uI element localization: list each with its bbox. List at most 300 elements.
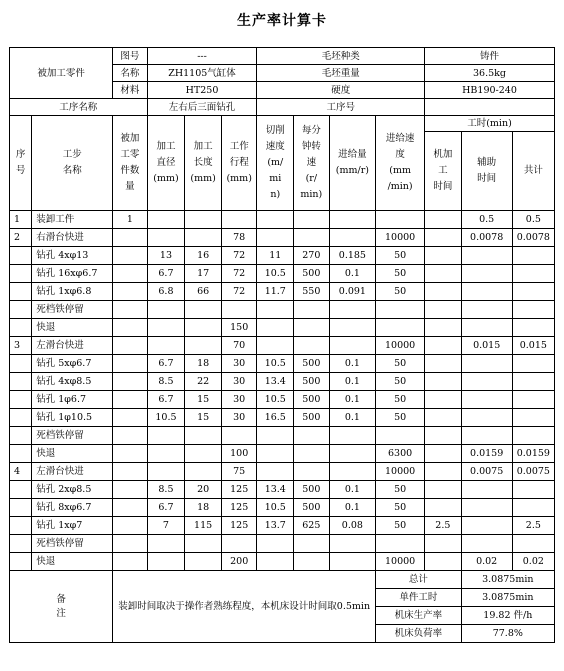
cell-diameter: [147, 301, 185, 319]
cell-feed: [329, 301, 376, 319]
cell-diameter: [147, 445, 185, 463]
cell-feed: 0.1: [329, 373, 376, 391]
header-line: 速: [306, 157, 317, 168]
header-line: mi: [269, 173, 282, 184]
header-line: 工: [438, 165, 448, 176]
table-row: [10, 247, 555, 265]
col-count-header: [113, 116, 147, 211]
cell-spindle-speed: 625: [294, 517, 330, 535]
cell-seq: [10, 247, 32, 265]
cell-total: [512, 427, 554, 445]
header-line: 时间: [477, 173, 497, 184]
cell-step: 装卸工件: [32, 211, 113, 229]
table-row: [10, 517, 555, 535]
cell-step: 钻孔 1xφ6.8: [32, 283, 113, 301]
cell-count: 1: [113, 211, 147, 229]
cell-length: 115: [185, 517, 222, 535]
cell-spindle-speed: [294, 211, 330, 229]
cell-feed: [329, 445, 376, 463]
header-line: 每分: [301, 125, 321, 136]
part-label: 被加工零件: [10, 48, 113, 99]
col-cut-speed-header: [257, 116, 294, 211]
cell-length: 16: [185, 247, 222, 265]
cell-cut-speed: 13.4: [257, 481, 294, 499]
cell-diameter: 10.5: [147, 409, 185, 427]
col-aux-time-header: [461, 132, 512, 211]
cell-step: 钻孔 1φ10.5: [32, 409, 113, 427]
cell-count: [113, 481, 147, 499]
header-line: 进给量: [338, 149, 367, 160]
cell-cut-speed: [257, 211, 294, 229]
cell-machine-time: [425, 229, 462, 247]
cell-seq: [10, 355, 32, 373]
table-row: [10, 373, 555, 391]
cell-spindle-speed: 270: [294, 247, 330, 265]
cell-aux-time: [461, 535, 512, 553]
cell-cut-speed: 11: [257, 247, 294, 265]
cell-total: [512, 355, 554, 373]
cell-stroke: [221, 211, 257, 229]
cell-step: 钻孔 1φ6.7: [32, 391, 113, 409]
cell-machine-time: [425, 355, 462, 373]
cell-aux-time: [461, 319, 512, 337]
cell-feed: 0.1: [329, 481, 376, 499]
table-row: [10, 229, 555, 247]
header-line: 加工: [156, 141, 176, 152]
cell-total: [512, 319, 554, 337]
cell-total: 0.02: [512, 553, 554, 571]
cell-count: [113, 391, 147, 409]
cell-feed-speed: 10000: [376, 337, 425, 355]
cell-step: 钻孔 2xφ8.5: [32, 481, 113, 499]
table-row: [10, 355, 555, 373]
cell-total: [512, 481, 554, 499]
cell-machine-time: [425, 481, 462, 499]
table-row: [10, 283, 555, 301]
material-value: HT250: [147, 82, 257, 99]
cell-count: [113, 247, 147, 265]
blank-weight-value: 36.5kg: [425, 65, 555, 82]
cell-machine-time: [425, 553, 462, 571]
table-row: [10, 409, 555, 427]
cell-length: [185, 211, 222, 229]
remarks-text: 装卸时间取决于操作者熟练程度，本机床设计时间取0.5min: [113, 571, 376, 643]
cell-spindle-speed: 500: [294, 373, 330, 391]
cell-total: [512, 391, 554, 409]
summary-value: 19.82 件/h: [461, 607, 554, 625]
table-row: [10, 301, 555, 319]
header-row-process: [10, 99, 555, 116]
cell-count: [113, 373, 147, 391]
header-line: 量: [125, 181, 135, 192]
cell-spindle-speed: [294, 553, 330, 571]
cell-count: [113, 283, 147, 301]
col-spindle-speed-header: [294, 116, 330, 211]
cell-cut-speed: [257, 229, 294, 247]
cell-diameter: 6.7: [147, 265, 185, 283]
cell-cut-speed: [257, 337, 294, 355]
cell-stroke: 150: [221, 319, 257, 337]
cell-machine-time: [425, 337, 462, 355]
cell-feed-speed: [376, 211, 425, 229]
cell-diameter: 6.7: [147, 391, 185, 409]
cell-cut-speed: 10.5: [257, 355, 294, 373]
cell-aux-time: 0.015: [461, 337, 512, 355]
summary-row: [10, 571, 555, 589]
cell-machine-time: [425, 211, 462, 229]
cell-seq: [10, 535, 32, 553]
header-line: /min): [387, 181, 413, 192]
header-line: 辅助: [477, 157, 497, 168]
cell-feed: [329, 229, 376, 247]
cell-machine-time: [425, 265, 462, 283]
cell-stroke: [221, 535, 257, 553]
cell-total: 0.5: [512, 211, 554, 229]
blank-type-label: 毛坯种类: [257, 48, 425, 65]
header-line: (m/: [267, 157, 284, 168]
process-name-label: 工序名称: [10, 99, 148, 116]
cell-feed-speed: 50: [376, 499, 425, 517]
cell-seq: 2: [10, 229, 32, 247]
cell-aux-time: [461, 265, 512, 283]
summary-label: 机床负荷率: [376, 625, 461, 643]
cell-cut-speed: [257, 445, 294, 463]
summary-value: 77.8%: [461, 625, 554, 643]
header-line: (mm): [153, 173, 179, 184]
cell-seq: 3: [10, 337, 32, 355]
cell-spindle-speed: 500: [294, 265, 330, 283]
cell-count: [113, 265, 147, 283]
cell-length: 66: [185, 283, 222, 301]
cell-count: [113, 445, 147, 463]
cell-count: [113, 553, 147, 571]
cell-step: 死档铁停留: [32, 427, 113, 445]
cell-aux-time: [461, 301, 512, 319]
cell-spindle-speed: 500: [294, 499, 330, 517]
process-no-label: 工序号: [257, 99, 425, 116]
cell-stroke: 72: [221, 247, 257, 265]
cell-count: [113, 409, 147, 427]
cell-feed-speed: 6300: [376, 445, 425, 463]
cell-count: [113, 517, 147, 535]
cell-step: 钻孔 8xφ6.7: [32, 499, 113, 517]
cell-diameter: 6.8: [147, 283, 185, 301]
cell-total: 0.0078: [512, 229, 554, 247]
cell-feed: [329, 427, 376, 445]
summary-label: 总计: [376, 571, 461, 589]
cell-count: [113, 337, 147, 355]
cell-stroke: 75: [221, 463, 257, 481]
process-no-value: [425, 99, 555, 116]
cell-diameter: 8.5: [147, 481, 185, 499]
header-line: 切削: [265, 125, 285, 136]
cell-feed: [329, 535, 376, 553]
cell-stroke: 30: [221, 409, 257, 427]
hardness-label: 硬度: [257, 82, 425, 99]
cell-feed: 0.185: [329, 247, 376, 265]
cell-machine-time: 2.5: [425, 517, 462, 535]
cell-machine-time: [425, 247, 462, 265]
col-step-header: [32, 116, 113, 211]
cell-total: 0.0159: [512, 445, 554, 463]
material-label: 材料: [113, 82, 147, 99]
cell-machine-time: [425, 391, 462, 409]
table-row: [10, 391, 555, 409]
cell-spindle-speed: [294, 301, 330, 319]
header-line: 被加: [120, 133, 140, 144]
cell-feed-speed: 50: [376, 481, 425, 499]
cell-feed-speed: 50: [376, 391, 425, 409]
header-line: 时间: [433, 181, 453, 192]
cell-aux-time: [461, 283, 512, 301]
header-line: (mm/r): [335, 165, 369, 176]
cell-machine-time: [425, 535, 462, 553]
cell-diameter: 6.7: [147, 355, 185, 373]
cell-machine-time: [425, 427, 462, 445]
cell-step: 钻孔 1xφ7: [32, 517, 113, 535]
cell-length: 20: [185, 481, 222, 499]
col-time-group-header: 工时(min): [425, 116, 555, 132]
cell-step: 快退: [32, 319, 113, 337]
cell-total: [512, 535, 554, 553]
cell-length: 15: [185, 409, 222, 427]
cell-aux-time: [461, 499, 512, 517]
table-row: [10, 535, 555, 553]
cell-step: 钻孔 16xφ6.7: [32, 265, 113, 283]
cell-aux-time: [461, 391, 512, 409]
cell-feed-speed: 50: [376, 247, 425, 265]
cell-step: 快退: [32, 445, 113, 463]
header-line: (mm): [190, 173, 216, 184]
name-label: 名称: [113, 65, 147, 82]
name-value: ZH1105气缸体: [147, 65, 257, 82]
cell-seq: [10, 481, 32, 499]
cell-seq: [10, 373, 32, 391]
cell-machine-time: [425, 301, 462, 319]
remarks-label: [10, 571, 113, 643]
cell-spindle-speed: [294, 319, 330, 337]
cell-length: [185, 463, 222, 481]
cell-feed: 0.1: [329, 265, 376, 283]
table-row: [10, 463, 555, 481]
cell-aux-time: [461, 373, 512, 391]
cell-aux-time: [461, 427, 512, 445]
cell-stroke: 200: [221, 553, 257, 571]
cell-machine-time: [425, 319, 462, 337]
cell-aux-time: [461, 355, 512, 373]
cell-step: 快退: [32, 553, 113, 571]
cell-seq: [10, 265, 32, 283]
cell-feed: [329, 211, 376, 229]
cell-aux-time: [461, 247, 512, 265]
cell-count: [113, 355, 147, 373]
cell-diameter: [147, 463, 185, 481]
cell-spindle-speed: [294, 337, 330, 355]
cell-count: [113, 427, 147, 445]
cell-total: [512, 373, 554, 391]
col-stroke-header: [221, 116, 257, 211]
cell-feed: 0.091: [329, 283, 376, 301]
cell-seq: [10, 499, 32, 517]
cell-feed: 0.1: [329, 499, 376, 517]
cell-count: [113, 499, 147, 517]
cell-machine-time: [425, 373, 462, 391]
cell-cut-speed: 10.5: [257, 499, 294, 517]
cell-stroke: 72: [221, 265, 257, 283]
cell-spindle-speed: 500: [294, 355, 330, 373]
cell-aux-time: 0.0075: [461, 463, 512, 481]
header-line: (mm): [226, 173, 252, 184]
cell-length: [185, 229, 222, 247]
cell-total: [512, 283, 554, 301]
cell-cut-speed: [257, 553, 294, 571]
cell-seq: 4: [10, 463, 32, 481]
cell-feed-speed: 10000: [376, 463, 425, 481]
cell-aux-time: 0.0078: [461, 229, 512, 247]
cell-machine-time: [425, 409, 462, 427]
table-row: [10, 211, 555, 229]
cell-diameter: [147, 337, 185, 355]
header-line: 机加: [433, 149, 453, 160]
header-line: 加工: [193, 141, 213, 152]
header-line: 工零: [120, 149, 140, 160]
cell-cut-speed: 16.5: [257, 409, 294, 427]
cell-stroke: 70: [221, 337, 257, 355]
cell-seq: [10, 553, 32, 571]
cell-stroke: 125: [221, 481, 257, 499]
cell-step: 钻孔 4xφ13: [32, 247, 113, 265]
header-row-drawing: [10, 48, 555, 65]
cell-cut-speed: [257, 535, 294, 553]
summary-label: 机床生产率: [376, 607, 461, 625]
cell-length: 17: [185, 265, 222, 283]
cell-seq: [10, 301, 32, 319]
cell-stroke: [221, 301, 257, 319]
cell-feed: 0.1: [329, 355, 376, 373]
cell-diameter: 8.5: [147, 373, 185, 391]
cell-cut-speed: 10.5: [257, 265, 294, 283]
cell-cut-speed: 13.4: [257, 373, 294, 391]
cell-cut-speed: [257, 427, 294, 445]
cell-diameter: [147, 535, 185, 553]
cell-cut-speed: [257, 301, 294, 319]
cell-cut-speed: [257, 319, 294, 337]
header-line: 速度: [265, 141, 285, 152]
cell-step: 右滑台快进: [32, 229, 113, 247]
cell-feed: [329, 553, 376, 571]
cell-total: [512, 499, 554, 517]
cell-cut-speed: 11.7: [257, 283, 294, 301]
cell-stroke: 30: [221, 373, 257, 391]
cell-spindle-speed: [294, 445, 330, 463]
cell-count: [113, 301, 147, 319]
header-line: 备: [56, 593, 66, 605]
cell-seq: [10, 517, 32, 535]
cell-length: 18: [185, 499, 222, 517]
header-line: 直径: [156, 157, 176, 168]
header-line: (r/: [305, 173, 318, 184]
cell-step: 死档铁停留: [32, 301, 113, 319]
header-line: 度: [395, 149, 405, 160]
table-row: [10, 481, 555, 499]
col-length-header: [185, 116, 222, 211]
cell-count: [113, 463, 147, 481]
cell-count: [113, 535, 147, 553]
cell-step: 钻孔 5xφ6.7: [32, 355, 113, 373]
cell-seq: [10, 319, 32, 337]
cell-diameter: [147, 211, 185, 229]
cell-feed: [329, 337, 376, 355]
cell-aux-time: [461, 481, 512, 499]
drawing-no-value: ---: [147, 48, 257, 65]
cell-stroke: 72: [221, 283, 257, 301]
cell-feed: 0.1: [329, 409, 376, 427]
cell-count: [113, 229, 147, 247]
table-row: [10, 499, 555, 517]
table-row: [10, 445, 555, 463]
page-title: 生产率计算卡: [237, 13, 327, 29]
cell-count: [113, 319, 147, 337]
cell-aux-time: [461, 409, 512, 427]
cell-aux-time: 0.02: [461, 553, 512, 571]
cell-seq: [10, 409, 32, 427]
cell-stroke: 30: [221, 355, 257, 373]
cell-total: [512, 301, 554, 319]
cell-total: 0.015: [512, 337, 554, 355]
header-line: 共计: [523, 165, 543, 176]
cell-diameter: [147, 427, 185, 445]
cell-spindle-speed: 550: [294, 283, 330, 301]
cell-spindle-speed: 500: [294, 391, 330, 409]
header-line: (mm: [389, 165, 411, 176]
cell-length: [185, 553, 222, 571]
header-line: 件数: [120, 165, 140, 176]
cell-seq: 1: [10, 211, 32, 229]
cell-machine-time: [425, 463, 462, 481]
cell-total: 0.0075: [512, 463, 554, 481]
blank-weight-label: 毛坯重量: [257, 65, 425, 82]
cell-diameter: 7: [147, 517, 185, 535]
column-header-row-1: [10, 116, 555, 132]
cell-machine-time: [425, 445, 462, 463]
header-line: 工作: [229, 141, 249, 152]
drawing-no-label: 图号: [113, 48, 147, 65]
summary-label: 单件工时: [376, 589, 461, 607]
cell-length: [185, 535, 222, 553]
cell-cut-speed: 10.5: [257, 391, 294, 409]
cell-feed-speed: 50: [376, 355, 425, 373]
cell-feed-speed: 50: [376, 283, 425, 301]
cell-feed-speed: [376, 427, 425, 445]
cell-feed-speed: 50: [376, 265, 425, 283]
cell-total: [512, 265, 554, 283]
col-feed-header: [329, 116, 376, 211]
cell-machine-time: [425, 499, 462, 517]
cell-diameter: 6.7: [147, 499, 185, 517]
cell-feed-speed: [376, 535, 425, 553]
cell-stroke: 30: [221, 391, 257, 409]
cell-feed: 0.1: [329, 391, 376, 409]
cell-step: 左滑台快进: [32, 337, 113, 355]
cell-stroke: 78: [221, 229, 257, 247]
col-diameter-header: [147, 116, 185, 211]
productivity-sheet: [9, 47, 555, 643]
cell-aux-time: [461, 517, 512, 535]
cell-spindle-speed: 500: [294, 481, 330, 499]
cell-total: 2.5: [512, 517, 554, 535]
cell-feed-speed: 50: [376, 409, 425, 427]
cell-feed-speed: 10000: [376, 229, 425, 247]
